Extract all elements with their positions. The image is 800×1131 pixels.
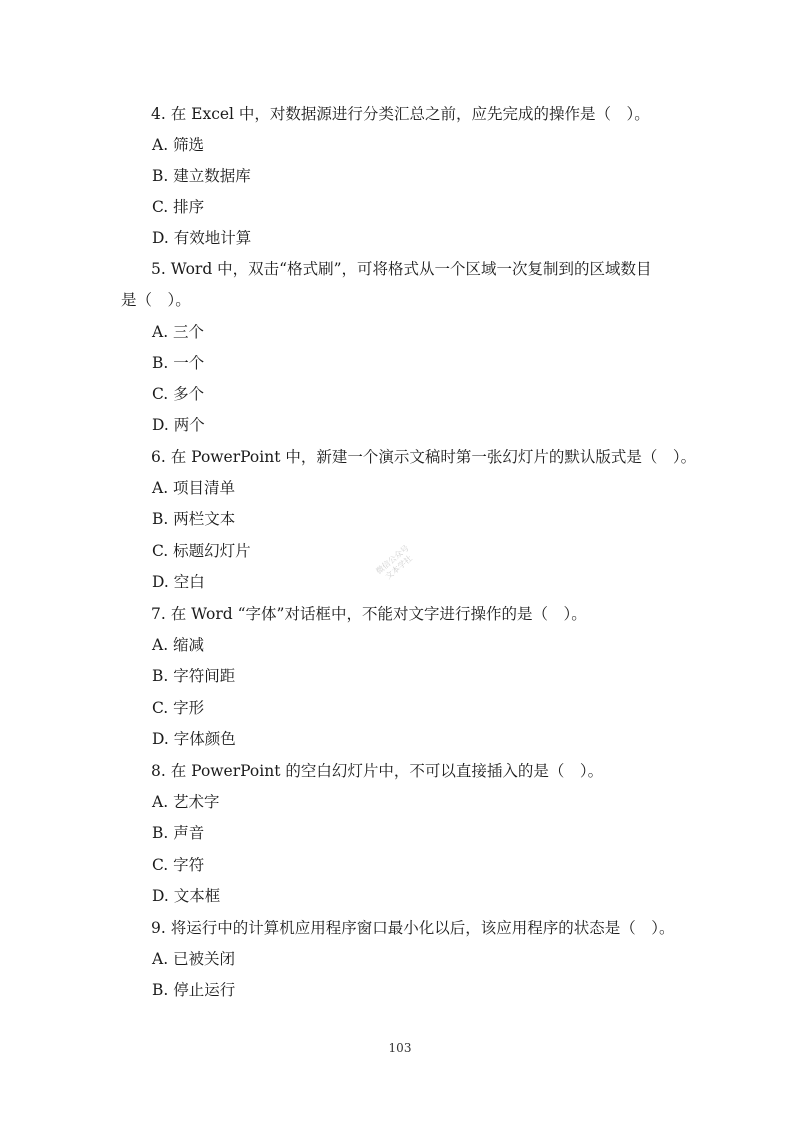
- question-6: 6. 在 PowerPoint 中，新建一个演示文稿时第一张幻灯片的默认版式是（ ）。: [151, 448, 697, 466]
- question-6-option-a: A. 项目清单: [152, 479, 236, 497]
- question-8-option-c: C. 字符: [152, 856, 205, 874]
- question-7: 7. 在 Word “字体”对话框中，不能对文字进行操作的是（ ）。: [151, 605, 587, 623]
- question-5-option-c: C. 多个: [152, 385, 205, 403]
- question-4: 4. 在 Excel 中，对数据源进行分类汇总之前，应先完成的操作是（ ）。: [151, 105, 650, 123]
- question-4-option-b: B. 建立数据库: [152, 167, 251, 185]
- question-7-option-d: D. 字体颜色: [152, 730, 236, 748]
- question-4-option-d: D. 有效地计算: [152, 229, 252, 247]
- question-4-option-a: A. 筛选: [152, 136, 205, 154]
- question-9: 9. 将运行中的计算机应用程序窗口最小化以后，该应用程序的状态是（ ）。: [151, 919, 675, 937]
- question-5-option-a: A. 三个: [152, 323, 205, 341]
- question-9-option-a: A. 已被关闭: [152, 950, 236, 968]
- question-5-continuation: 是（ ）。: [121, 291, 191, 309]
- question-5-option-b: B. 一个: [152, 354, 205, 372]
- question-8-option-a: A. 艺术字: [152, 793, 220, 811]
- watermark-text: 微信公众号 文本学社: [374, 543, 415, 582]
- question-8-option-b: B. 声音: [152, 824, 205, 842]
- question-5: 5. Word 中，双击“格式刷”，可将格式从一个区域一次复制到的区域数目: [151, 260, 652, 278]
- question-9-option-b: B. 停止运行: [152, 981, 236, 999]
- question-7-option-a: A. 缩减: [152, 636, 205, 654]
- question-4-option-c: C. 排序: [152, 198, 205, 216]
- question-6-option-d: D. 空白: [152, 573, 205, 591]
- page-number: 103: [388, 1041, 412, 1055]
- question-8-option-d: D. 文本框: [152, 887, 221, 905]
- question-6-option-b: B. 两栏文本: [152, 510, 236, 528]
- question-8: 8. 在 PowerPoint 的空白幻灯片中，不可以直接插入的是（ ）。: [151, 762, 604, 780]
- question-6-option-c: C. 标题幻灯片: [152, 542, 251, 560]
- question-5-option-d: D. 两个: [152, 416, 205, 434]
- question-7-option-b: B. 字符间距: [152, 667, 236, 685]
- question-7-option-c: C. 字形: [152, 699, 205, 717]
